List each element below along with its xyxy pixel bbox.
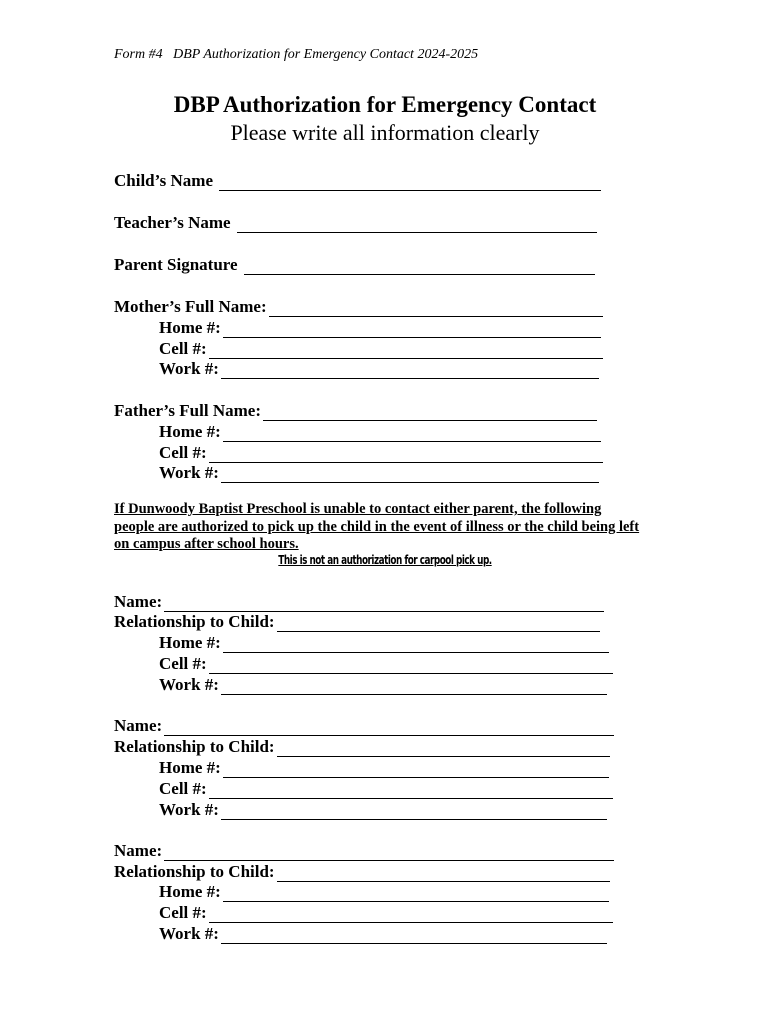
contact-1-relationship-field[interactable] [114, 611, 600, 632]
contact-3-relationship-label: Relationship to Child: [114, 862, 275, 881]
father-home-line[interactable] [223, 424, 601, 442]
contact-3-name-field[interactable] [114, 840, 614, 861]
contact-2-relationship-line[interactable] [277, 739, 610, 757]
contact-3-name-label: Name: [114, 841, 163, 860]
child-name-field[interactable] [114, 170, 601, 191]
contact-1-work-label: Work #: [159, 675, 219, 694]
contact-1-cell-line[interactable] [209, 656, 613, 674]
child-name-label: Child’s Name [114, 171, 214, 190]
contact-3-relationship-field[interactable] [114, 861, 610, 882]
form-header: Form #4 DBP Authorization for Emergency Contact 2024-2025 [114, 47, 479, 62]
contact-3-cell-line[interactable] [209, 905, 613, 923]
contact-2-work-field[interactable] [159, 799, 607, 820]
father-work-line[interactable] [221, 465, 599, 483]
contact-3-work-label: Work #: [159, 924, 219, 943]
mother-name-line[interactable] [269, 299, 603, 317]
parent-signature-field[interactable] [114, 254, 595, 275]
contact-3-home-line[interactable] [223, 884, 609, 902]
contact-3-home-label: Home #: [159, 882, 221, 901]
father-work-label: Work #: [159, 463, 219, 482]
mother-home-label: Home #: [159, 318, 221, 337]
contact-2-cell-label: Cell #: [159, 779, 207, 798]
contact-2-home-label: Home #: [159, 758, 221, 777]
form-subtitle: Please write all information clearly [230, 120, 540, 145]
mother-home-line[interactable] [223, 320, 601, 338]
father-cell-line[interactable] [209, 445, 603, 463]
father-cell-field[interactable] [159, 442, 603, 463]
contact-1-name-label: Name: [114, 592, 163, 611]
father-name-label: Father’s Full Name: [114, 401, 261, 420]
teacher-name-label: Teacher’s Name [114, 213, 231, 232]
teacher-name-line[interactable] [237, 215, 597, 233]
teacher-name-field[interactable] [114, 212, 597, 233]
father-name-line[interactable] [263, 403, 597, 421]
contact-3-name-line[interactable] [164, 843, 614, 861]
father-work-field[interactable] [159, 462, 599, 483]
contact-1-cell-field[interactable] [159, 653, 613, 674]
contact-2-relationship-field[interactable] [114, 736, 610, 757]
contact-2-name-label: Name: [114, 716, 163, 735]
father-name-field[interactable] [114, 400, 597, 421]
mother-cell-line[interactable] [209, 341, 603, 359]
contact-3-work-field[interactable] [159, 923, 607, 944]
father-cell-label: Cell #: [159, 443, 207, 462]
mother-work-field[interactable] [159, 358, 599, 379]
father-home-field[interactable] [159, 421, 601, 442]
contact-2-relationship-label: Relationship to Child: [114, 737, 275, 756]
contact-3-cell-label: Cell #: [159, 903, 207, 922]
mother-home-field[interactable] [159, 317, 601, 338]
contact-3-home-field[interactable] [159, 881, 609, 902]
contact-2-home-line[interactable] [223, 760, 609, 778]
contact-1-home-line[interactable] [223, 635, 609, 653]
contact-1-work-field[interactable] [159, 674, 607, 695]
contact-1-work-line[interactable] [221, 677, 607, 695]
mother-work-line[interactable] [221, 361, 599, 379]
mother-cell-label: Cell #: [159, 339, 207, 358]
contact-1-name-field[interactable] [114, 591, 604, 612]
contact-2-name-line[interactable] [164, 718, 614, 736]
contact-2-name-field[interactable] [114, 715, 614, 736]
mother-cell-field[interactable] [159, 338, 603, 359]
contact-3-work-line[interactable] [221, 926, 607, 944]
contact-1-name-line[interactable] [164, 594, 604, 612]
contact-2-work-label: Work #: [159, 800, 219, 819]
authorization-notice: If Dunwoody Baptist Preschool is unable to contact either parent, the following people are authorized to pick up the child in the event of illness or the child being left on campus after school hours. [114, 501, 640, 552]
parent-signature-label: Parent Signature [114, 255, 238, 274]
contact-2-cell-field[interactable] [159, 778, 613, 799]
contact-3-cell-field[interactable] [159, 902, 613, 923]
mother-name-field[interactable] [114, 296, 603, 317]
contact-1-relationship-label: Relationship to Child: [114, 612, 275, 631]
contact-1-home-label: Home #: [159, 633, 221, 652]
contact-3-relationship-line[interactable] [277, 864, 610, 882]
father-home-label: Home #: [159, 422, 221, 441]
contact-2-cell-line[interactable] [209, 781, 613, 799]
form-title: DBP Authorization for Emergency Contact [173, 92, 597, 117]
contact-2-work-line[interactable] [221, 802, 607, 820]
contact-1-home-field[interactable] [159, 632, 609, 653]
mother-work-label: Work #: [159, 359, 219, 378]
contact-1-cell-label: Cell #: [159, 654, 207, 673]
contact-1-relationship-line[interactable] [277, 614, 600, 632]
mother-name-label: Mother’s Full Name: [114, 297, 267, 316]
child-name-line[interactable] [219, 173, 601, 191]
parent-signature-line[interactable] [244, 257, 595, 275]
carpool-notice: This is not an authorization for carpool pick up. [278, 553, 492, 567]
contact-2-home-field[interactable] [159, 757, 609, 778]
